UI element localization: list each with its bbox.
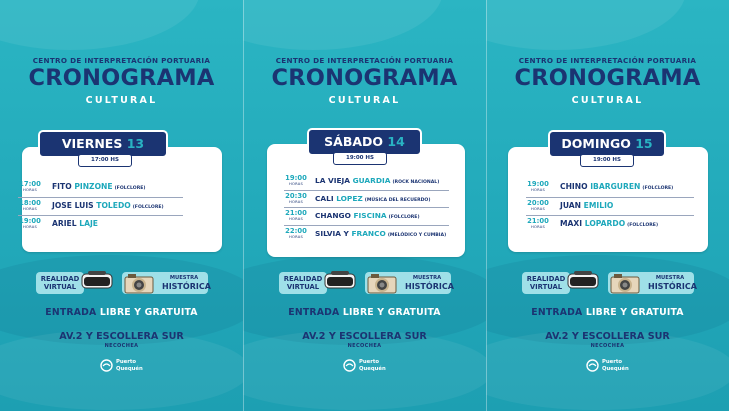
badge-mh-line2: HISTÓRICA <box>648 281 697 291</box>
address: AV.2 Y ESCOLLERA SUR <box>59 331 184 342</box>
event-time: 22:00 <box>285 226 307 235</box>
list-item <box>526 198 694 217</box>
header-subtitle: CENTRO DE INTERPRETACIÓN PORTUARIA <box>518 56 697 65</box>
gratuita-word: GRATUITA <box>630 307 684 318</box>
artist-last: LOPEZ <box>336 193 363 203</box>
day-number: 13 <box>126 136 145 151</box>
artist-first: CHANGO <box>315 211 351 220</box>
artist-first: JOSE LUIS <box>52 200 94 210</box>
artist-name <box>52 219 98 229</box>
header-title: CRONOGRAMA <box>271 65 458 91</box>
list-item <box>526 216 694 235</box>
badge-mh-label <box>648 275 697 291</box>
artist-name <box>315 211 420 223</box>
logo-line2: Quequén <box>116 365 143 372</box>
artist-last: GUARDIA <box>352 176 391 185</box>
artist-name <box>560 201 613 211</box>
list-item <box>284 208 449 226</box>
free-entry-text <box>0 307 243 318</box>
artist-genre: (FOLCLORE) <box>388 215 420 220</box>
badge-realidad-virtual <box>279 272 327 294</box>
header-tagline: CULTURAL <box>328 95 401 106</box>
artist-genre: (FOLCLORE) <box>132 204 164 210</box>
list-item <box>284 226 449 244</box>
wave-decoration <box>0 0 200 50</box>
puerto-quequen-logo <box>343 358 391 376</box>
header-tagline: CULTURAL <box>85 95 158 106</box>
event-list <box>18 179 183 235</box>
badge-mh-line2: HISTÓRICA <box>405 281 454 291</box>
artist-genre: (FOLCLORE) <box>642 186 674 191</box>
event-time: 19:00 <box>19 217 41 225</box>
list-item <box>18 198 183 217</box>
artist-last: LAJE <box>79 219 98 228</box>
list-item <box>284 191 449 209</box>
artist-last: FRANCO <box>351 228 386 238</box>
horas-label: HORAS <box>530 225 546 229</box>
vintage-camera-icon <box>367 272 397 294</box>
header-subtitle: CENTRO DE INTERPRETACIÓN PORTUARIA <box>275 56 454 65</box>
event-time: 18:00 <box>19 198 41 207</box>
badge-vr-line1: REALIDAD <box>40 275 80 283</box>
horas-label: HORAS <box>530 188 546 192</box>
poster-viernes <box>0 0 243 411</box>
libre-word: LIBRE <box>342 307 374 318</box>
y-word: Y <box>134 307 142 318</box>
horas-label: HORAS <box>22 188 38 192</box>
horas-label: HORAS <box>530 206 546 211</box>
list-item <box>284 173 449 191</box>
badge-vr-line2: VIRTUAL <box>286 282 320 291</box>
artist-first: JUAN <box>560 200 581 210</box>
libre-word: LIBRE <box>585 307 617 318</box>
event-list <box>284 173 449 243</box>
logo-text <box>602 359 629 372</box>
poster-sábado <box>243 0 486 411</box>
event-time: 21:00 <box>285 209 307 217</box>
logo-line2: Quequén <box>602 365 629 372</box>
address: AV.2 Y ESCOLLERA SUR <box>545 331 670 342</box>
horas-label: HORAS <box>22 225 38 229</box>
city: NECOCHEA <box>590 343 625 349</box>
artist-first: MAXI <box>560 219 583 228</box>
artist-name <box>315 194 430 206</box>
logo-line2: Quequén <box>359 365 386 372</box>
day-name: DOMINGO <box>561 136 631 151</box>
badge-vr-line1: REALIDAD <box>283 275 323 283</box>
logo-line1: Puerto <box>602 359 623 365</box>
logo-line1: Puerto <box>359 359 380 365</box>
vr-goggles-icon <box>566 268 600 292</box>
day-number: 14 <box>387 134 405 149</box>
event-time: 19:00 <box>285 174 307 182</box>
badge-realidad-virtual <box>522 272 570 294</box>
artist-name <box>560 182 673 194</box>
vintage-camera-icon <box>610 272 640 294</box>
list-item <box>18 179 183 198</box>
list-item <box>18 216 183 235</box>
badge-mh-label <box>162 275 211 291</box>
wave-decoration <box>486 0 686 50</box>
day-number: 15 <box>635 136 653 151</box>
day-name: VIERNES <box>61 136 123 151</box>
badge-vr-line1: REALIDAD <box>526 275 566 283</box>
header-title: CRONOGRAMA <box>514 65 701 91</box>
artist-last: FISCINA <box>353 211 387 220</box>
artist-name <box>52 182 145 194</box>
free-entry-text <box>486 307 729 318</box>
artist-name <box>560 219 658 231</box>
gratuita-word: GRATUITA <box>144 307 198 318</box>
artist-last: EMILIO <box>583 200 614 210</box>
horas-label: HORAS <box>288 182 304 186</box>
header-subtitle: CENTRO DE INTERPRETACIÓN PORTUARIA <box>32 56 211 65</box>
artist-last: TOLEDO <box>96 200 131 210</box>
poster-domingo <box>486 0 729 411</box>
event-time: 21:00 <box>527 217 549 225</box>
event-time: 20:30 <box>285 191 307 200</box>
badge-vr-line2: VIRTUAL <box>43 282 77 291</box>
artist-first: ARIEL <box>52 219 77 228</box>
entrada-word: ENTRADA <box>288 307 340 318</box>
y-word: Y <box>377 307 385 318</box>
artist-last: LOPARDO <box>584 219 626 228</box>
vr-goggles-icon <box>80 268 114 292</box>
badge-mh-label <box>405 275 454 291</box>
artist-name <box>315 229 446 241</box>
artist-genre: (FOLCLORE) <box>627 223 659 228</box>
event-time: 19:00 <box>527 180 549 188</box>
badge-vr-line2: VIRTUAL <box>529 282 563 291</box>
artist-first: SILVIA Y <box>315 228 349 238</box>
libre-word: LIBRE <box>99 307 131 318</box>
artist-genre: (MELÓDICO Y CUMBIA) <box>387 232 447 238</box>
start-hour: 19:00 HS <box>333 152 387 165</box>
y-word: Y <box>620 307 628 318</box>
badge-mh-line1: MUESTRA <box>169 275 199 281</box>
address: AV.2 Y ESCOLLERA SUR <box>302 331 427 342</box>
free-entry-text <box>243 307 486 318</box>
artist-first: FITO <box>52 182 72 191</box>
logo-text <box>116 359 143 372</box>
wave-decoration <box>243 0 443 50</box>
badge-mh-line2: HISTÓRICA <box>162 281 211 291</box>
badge-mh-line1: MUESTRA <box>655 275 685 281</box>
horas-label: HORAS <box>22 206 38 211</box>
horas-label: HORAS <box>288 199 304 204</box>
vr-goggles-icon <box>323 268 357 292</box>
header-title: CRONOGRAMA <box>28 65 215 91</box>
event-time: 17:00 <box>19 180 41 188</box>
artist-name <box>315 176 439 188</box>
artist-last: PINZONE <box>74 182 113 191</box>
artist-genre: (MÚSICA DEL RECUERDO) <box>364 197 431 203</box>
artist-genre: (FOLCLORE) <box>114 186 146 191</box>
entrada-word: ENTRADA <box>45 307 97 318</box>
start-hour: 17:00 HS <box>78 154 132 167</box>
horas-label: HORAS <box>288 234 304 239</box>
puerto-quequen-logo <box>100 358 148 376</box>
badge-realidad-virtual <box>36 272 84 294</box>
vintage-camera-icon <box>124 272 154 294</box>
entrada-word: ENTRADA <box>531 307 583 318</box>
puerto-quequen-logo <box>586 358 634 376</box>
city: NECOCHEA <box>347 343 382 349</box>
artist-last: IBARGUREN <box>590 182 641 191</box>
start-hour: 19:00 HS <box>580 154 634 167</box>
logo-text <box>359 359 386 372</box>
artist-genre: (ROCK NACIONAL) <box>392 180 440 185</box>
list-item <box>526 179 694 198</box>
artist-first: CHINO <box>560 182 588 191</box>
logo-line1: Puerto <box>116 359 137 365</box>
event-time: 20:00 <box>527 198 549 207</box>
horas-label: HORAS <box>288 217 304 221</box>
gratuita-word: GRATUITA <box>387 307 441 318</box>
city: NECOCHEA <box>104 343 139 349</box>
artist-first: CALI <box>315 193 334 203</box>
event-list <box>526 179 694 235</box>
header-tagline: CULTURAL <box>571 95 644 106</box>
artist-first: LA VIEJA <box>315 176 350 185</box>
poster-divider <box>243 0 244 411</box>
poster-divider <box>486 0 487 411</box>
day-name: SÁBADO <box>324 134 384 149</box>
artist-name <box>52 201 164 213</box>
badge-mh-line1: MUESTRA <box>412 275 442 281</box>
